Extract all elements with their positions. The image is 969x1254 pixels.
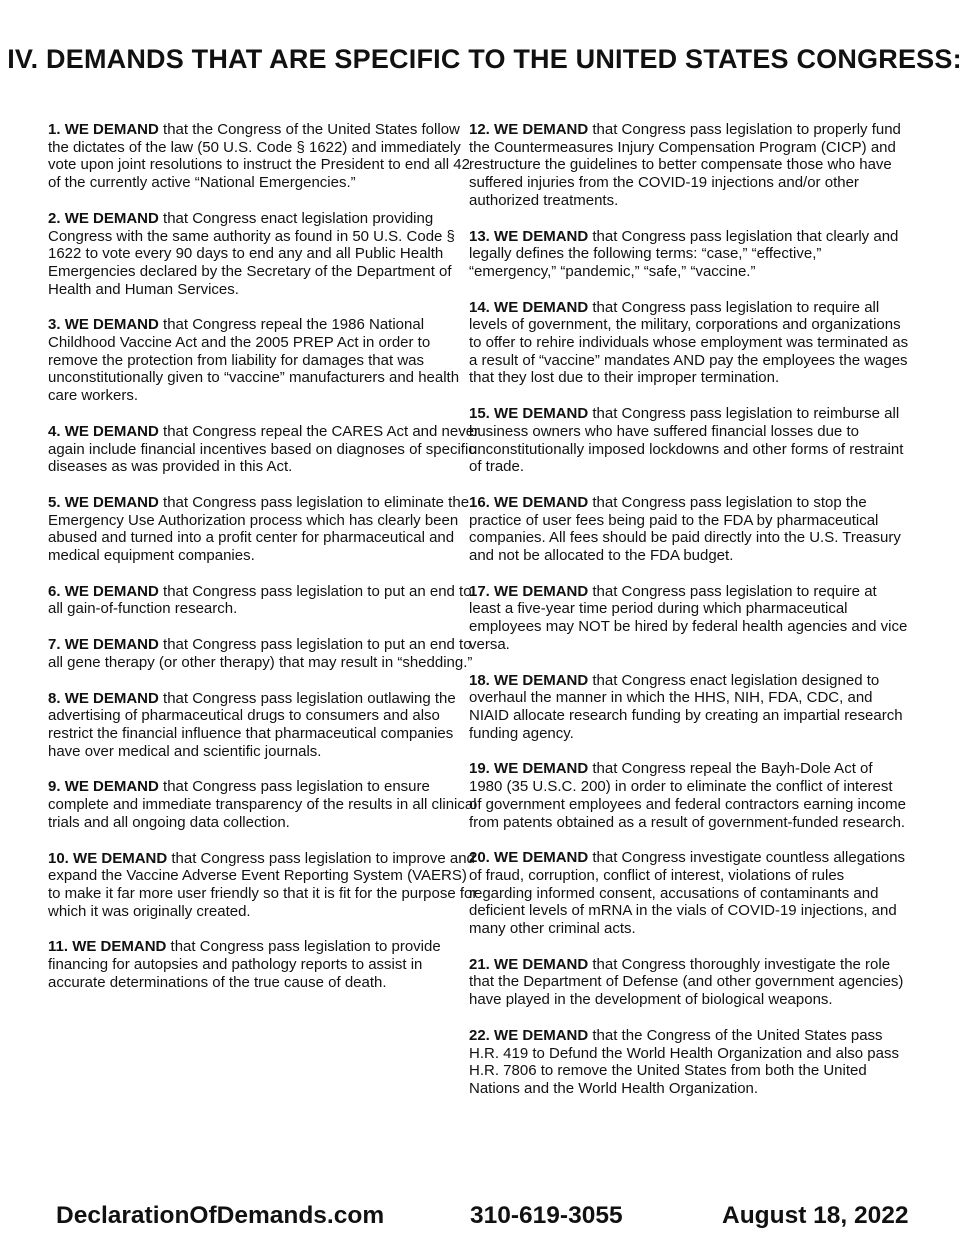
demand-lead: WE DEMAND	[494, 849, 589, 867]
demand-number: 16.	[469, 493, 490, 511]
demand-text: that Congress pass legislation outlawing the advertising of pharmaceutical drugs to consumers and also restrict the financial influence that pharmaceutical companies have over medical and scientific journals.	[48, 689, 456, 760]
demand-lead: WE DEMAND	[64, 422, 159, 440]
demand-number: 2.	[48, 209, 61, 227]
demand-item	[48, 850, 480, 921]
demand-number: 21.	[469, 955, 490, 973]
demand-number: 18.	[469, 671, 490, 689]
demand-number: 8.	[48, 689, 61, 707]
demand-text: that Congress repeal the CARES Act and never again include financial incentives based on diagnoses of specific diseases as was provided in this Act.	[48, 422, 480, 476]
demand-item	[469, 760, 909, 831]
demand-number: 20.	[469, 849, 490, 867]
demand-text: that Congress pass legislation to require at least a five-year time period during which pharmaceutical employees may NOT be hired by federal health agencies and vice versa.	[469, 582, 908, 653]
demand-lead: WE DEMAND	[494, 493, 589, 511]
demand-number: 15.	[469, 405, 490, 423]
demand-text: that Congress thoroughly investigate the role that the Department of Defense (and other government agencies) have played in the development of biological weapons.	[469, 955, 904, 1009]
demand-lead: WE DEMAND	[72, 938, 167, 956]
demand-item	[469, 299, 909, 388]
demand-text: that Congress enact legislation designed to overhaul the manner in which the HHS, NIH, FDA, CDC, and NIAID allocate research funding by creating an impartial research funding agency.	[469, 671, 903, 742]
demand-number: 13.	[469, 227, 490, 245]
demand-item	[48, 121, 480, 192]
demand-lead: WE DEMAND	[64, 689, 159, 707]
demand-text: that Congress pass legislation to provide financing for autopsies and pathology reports to assist in accurate determinations of the true cause of death.	[48, 938, 441, 991]
demand-text: that Congress pass legislation to reimburse all business owners who have suffered financial losses due to unconstitutionally imposed lockdowns and other forms of restraint of trade.	[469, 405, 904, 476]
demand-lead: WE DEMAND	[494, 582, 589, 600]
demand-item	[469, 583, 909, 654]
demand-lead: WE DEMAND	[64, 316, 159, 334]
demand-item	[48, 583, 480, 618]
demand-lead: WE DEMAND	[64, 778, 159, 796]
demand-text: that Congress pass legislation to stop the practice of user fees being paid to the FDA by pharmaceutical companies. All fees should be paid directly into the U.S. Treasury and not be allocated to the FDA budget.	[469, 493, 901, 565]
demand-item	[48, 494, 480, 565]
demand-text: that Congress pass legislation to ensure complete and immediate transparency of the results in all clinical trials and all ongoing data collection.	[48, 778, 477, 831]
demand-lead: WE DEMAND	[64, 636, 159, 654]
demand-number: 11.	[48, 938, 69, 956]
demand-item	[48, 938, 480, 991]
demand-lead: WE DEMAND	[494, 671, 589, 689]
demand-number: 17.	[469, 582, 490, 600]
demand-item	[469, 494, 909, 565]
demand-lead: WE DEMAND	[73, 849, 168, 867]
demand-number: 10.	[48, 849, 69, 867]
demand-number: 7.	[48, 636, 61, 654]
demand-text: that the Congress of the United States pass H.R. 419 to Defund the World Health Organization and also pass H.R. 7806 to remove the United States from both the United Nations and the World Health Organization.	[469, 1026, 899, 1097]
demand-item	[469, 121, 909, 210]
demand-text: that Congress repeal the 1986 National Childhood Vaccine Act and the 2005 PREP Act in order to remove the protection from liability for damages that was unconstitutionally given to “vaccine” manufacturers and health care workers.	[48, 316, 460, 405]
right-column	[469, 121, 909, 1098]
footer-website: DeclarationOfDemands.com	[56, 1202, 385, 1229]
demand-text: that Congress pass legislation that clearly and legally defines the following terms: “case,” “effective,” “emergency,” “pandemic,” “safe,” “vaccine.”	[469, 227, 899, 280]
demand-lead: WE DEMAND	[494, 1026, 589, 1044]
left-column	[48, 121, 480, 991]
demand-lead: WE DEMAND	[494, 955, 589, 973]
demand-text: that Congress pass legislation to eliminate the Emergency Use Authorization process which has clearly been abused and turned into a profit center for pharmaceutical and medical equipment companies.	[48, 493, 470, 565]
demand-lead: WE DEMAND	[64, 121, 159, 138]
demand-lead: WE DEMAND	[494, 227, 589, 245]
demand-text: that Congress pass legislation to put an end to all gain-of-function research.	[48, 582, 472, 618]
demand-text: that Congress repeal the Bayh-Dole Act of 1980 (35 U.S.C. 200) in order to eliminate the conflict of interest of government employees and federal contractors earning income from patents obtained as a result of government-funded research.	[469, 760, 906, 831]
demand-text: that Congress pass legislation to require all levels of government, the military, corporations and organizations to offer to rehire individuals whose employment was terminated as a result of “vaccine” mandates AND pay the employees the wages that they lost due to their improper termination.	[469, 298, 909, 387]
demand-lead: WE DEMAND	[64, 582, 159, 600]
demand-item	[48, 316, 480, 405]
demand-item	[48, 778, 480, 831]
demand-number: 4.	[48, 422, 61, 440]
demand-item	[469, 672, 909, 743]
demand-lead: WE DEMAND	[494, 121, 589, 138]
demand-number: 12.	[469, 121, 490, 138]
demand-lead: WE DEMAND	[64, 209, 159, 227]
demand-lead: WE DEMAND	[494, 405, 589, 423]
demand-text: that Congress pass legislation to put an end to all gene therapy (or other therapy) that may result in “shedding.”	[48, 636, 473, 671]
demand-number: 5.	[48, 493, 61, 511]
demand-item	[48, 210, 480, 299]
demand-text: that Congress pass legislation to properly fund the Countermeasures Injury Compensation Program (CICP) and restructure the guidelines to better compensate those who have suffered injuries from the COVID-19 injections and/or other authorized treatments.	[469, 121, 901, 209]
demand-lead: WE DEMAND	[64, 493, 159, 511]
demand-lead: WE DEMAND	[494, 760, 589, 778]
demand-item	[48, 690, 480, 761]
demand-number: 1.	[48, 121, 61, 138]
demand-item	[469, 956, 909, 1009]
footer-date: August 18, 2022	[722, 1202, 909, 1229]
demand-text: that the Congress of the United States follow the dictates of the law (50 U.S. Code § 1622) and immediately vote upon joint resolutions to instruct the President to end all 42 of the currently active “National Emergencies.”	[48, 121, 470, 192]
page-title: IV. DEMANDS THAT ARE SPECIFIC TO THE UNITED STATES CONGRESS:	[7, 44, 962, 74]
demand-number: 19.	[469, 760, 490, 778]
demand-number: 6.	[48, 582, 61, 600]
demand-text: that Congress enact legislation providing Congress with the same authority as found in 50 U.S. Code § 1622 to vote every 90 days to end any and all Public Health Emergencies declared by the Secretary of the Department of Health and Human Services.	[48, 209, 455, 298]
demand-item	[469, 1027, 909, 1098]
demand-item	[48, 423, 480, 476]
demand-number: 3.	[48, 316, 61, 334]
demand-item	[469, 849, 909, 938]
demand-item	[48, 636, 480, 671]
demand-number: 14.	[469, 298, 490, 316]
demand-number: 9.	[48, 778, 61, 796]
demand-item	[469, 228, 909, 281]
demand-number: 22.	[469, 1026, 490, 1044]
demand-text: that Congress pass legislation to improve and expand the Vaccine Adverse Event Reporting System (VAERS) to make it far more user friendly so that it is fit for the purpose for which it was originally created.	[48, 849, 478, 920]
footer-phone: 310-619-3055	[470, 1202, 623, 1229]
demand-text: that Congress investigate countless allegations of fraud, corruption, conflict of interest, violations of rules regarding informed consent, accusations of contaminants and deficient levels of mRNA in the vials of COVID-19 injections, and many other criminal acts.	[469, 849, 906, 938]
demand-item	[469, 405, 909, 476]
demand-lead: WE DEMAND	[494, 298, 589, 316]
